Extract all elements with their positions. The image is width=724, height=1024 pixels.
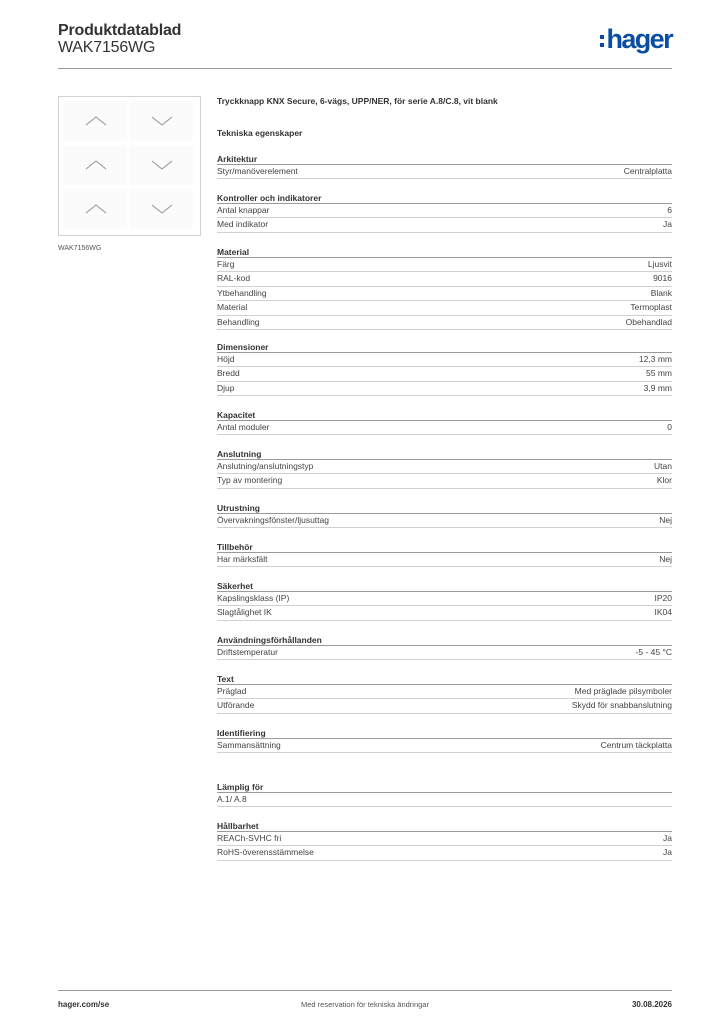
- arrow-down-icon: [151, 116, 173, 126]
- spec-label: Präglad: [217, 686, 247, 696]
- spec-row: [217, 699, 672, 713]
- spec-value: 12,3 mm: [638, 354, 672, 364]
- spec-value: Nej: [659, 515, 672, 525]
- spec-value: 9016: [653, 273, 672, 284]
- logo-colon-icon: [600, 35, 604, 47]
- spec-section: [217, 502, 672, 528]
- spec-label: RoHS-överensstämmelse: [217, 847, 314, 858]
- spec-section-title: Tillbehör: [217, 541, 672, 553]
- spec-section-title: Användningsförhållanden: [217, 634, 672, 646]
- spec-label: Antal knappar: [217, 205, 270, 215]
- spec-label: Styr/manöverelement: [217, 166, 298, 176]
- spec-label: Övervakningsfönster/ljusuttag: [217, 515, 329, 525]
- spec-section: [217, 541, 672, 567]
- spec-value: 3,9 mm: [643, 382, 672, 393]
- spec-value: 55 mm: [646, 368, 672, 379]
- document-title: Produktdatablad: [58, 22, 182, 39]
- spec-section: [217, 409, 672, 435]
- spec-row: [217, 316, 672, 330]
- footer-date: 30.08.2026: [631, 1000, 672, 1009]
- technical-properties-title: Tekniska egenskaper: [217, 128, 303, 138]
- spec-value: -5 - 45 °C: [635, 647, 672, 657]
- spec-row: [217, 553, 672, 567]
- spec-label: Slagtålighet IK: [217, 607, 272, 618]
- spec-row: [217, 353, 672, 367]
- spec-label: Höjd: [217, 354, 235, 364]
- spec-row: [217, 646, 672, 660]
- rocker-button: [64, 189, 127, 229]
- spec-value: Ljusvit: [647, 259, 672, 269]
- spec-label: RAL-kod: [217, 273, 251, 284]
- spec-row: [217, 258, 672, 272]
- spec-label: Anslutning/anslutningstyp: [217, 461, 314, 471]
- spec-label: Antal moduler: [217, 422, 270, 432]
- spec-label: Bredd: [217, 368, 240, 379]
- product-description: Tryckknapp KNX Secure, 6-vägs, UPP/NER, för serie A.8/C.8, vit blank: [217, 96, 498, 106]
- spec-section-title: Utrustning: [217, 502, 672, 514]
- spec-row: [217, 218, 672, 232]
- spec-section-title: Anslutning: [217, 448, 672, 460]
- spec-label: Material: [217, 302, 248, 313]
- spec-value: Klor: [656, 475, 672, 486]
- spec-row: [217, 474, 672, 488]
- page-header: [58, 22, 672, 69]
- spec-label: REACh-SVHC fri: [217, 833, 282, 843]
- product-code: WAK7156WG: [58, 39, 156, 56]
- spec-row: [217, 421, 672, 435]
- spec-section-title: Säkerhet: [217, 580, 672, 592]
- spec-row: [217, 204, 672, 218]
- spec-label: Har märksfält: [217, 554, 268, 564]
- spec-row: [217, 460, 672, 474]
- spec-value: Ja: [663, 833, 672, 843]
- spec-row: [217, 165, 672, 179]
- spec-value: Centralplatta: [623, 166, 672, 176]
- hager-logo: [600, 24, 672, 54]
- arrow-up-icon: [85, 204, 107, 214]
- spec-row: [217, 606, 672, 620]
- spec-section: [217, 246, 672, 330]
- spec-section-title: Lämplig för: [217, 781, 672, 793]
- spec-label: Utförande: [217, 700, 255, 711]
- spec-row: [217, 367, 672, 381]
- page-footer: [58, 990, 672, 1014]
- spec-row: [217, 301, 672, 315]
- spec-value: 0: [667, 422, 672, 432]
- spec-label: Kapslingsklass (IP): [217, 593, 290, 603]
- footer-disclaimer: Med reservation för tekniska ändringar: [301, 1000, 429, 1009]
- spec-value: Med präglade pilsymboler: [574, 686, 672, 696]
- spec-label: Färg: [217, 259, 235, 269]
- spec-section-title: Dimensioner: [217, 341, 672, 353]
- spec-value: Termoplast: [630, 302, 672, 313]
- spec-value: 6: [667, 205, 672, 215]
- spec-section-title: Arkitektur: [217, 153, 672, 165]
- rocker-button: [130, 145, 193, 185]
- spec-section: [217, 781, 672, 807]
- spec-label: Djup: [217, 382, 235, 393]
- rocker-button: [64, 145, 127, 185]
- spec-row: [217, 382, 672, 396]
- spec-row: [217, 793, 672, 807]
- spec-row: [217, 685, 672, 699]
- spec-section-title: Text: [217, 673, 672, 685]
- spec-label: Sammansättning: [217, 740, 281, 750]
- spec-row: [217, 832, 672, 846]
- spec-label: A.1/ A.8: [217, 794, 247, 804]
- spec-section: [217, 448, 672, 489]
- arrow-down-icon: [151, 204, 173, 214]
- spec-section-title: Identifiering: [217, 727, 672, 739]
- spec-value: Centrum täckplatta: [600, 740, 672, 750]
- spec-label: Behandling: [217, 316, 260, 327]
- rocker-button: [64, 101, 127, 141]
- spec-value: Skydd för snabbanslutning: [571, 700, 672, 711]
- spec-value: Nej: [659, 554, 672, 564]
- spec-section: [217, 673, 672, 714]
- spec-section: [217, 820, 672, 861]
- spec-label: Ytbehandling: [217, 287, 267, 298]
- spec-value: IP20: [654, 593, 672, 603]
- spec-value: Obehandlad: [625, 316, 672, 327]
- product-image-caption: WAK7156WG: [58, 245, 102, 252]
- spec-section: [217, 580, 672, 621]
- spec-value: Utan: [654, 461, 672, 471]
- spec-value: Ja: [663, 847, 672, 858]
- logo-text: hager: [606, 24, 672, 54]
- spec-section: [217, 634, 672, 660]
- arrow-up-icon: [85, 160, 107, 170]
- arrow-down-icon: [151, 160, 173, 170]
- arrow-up-icon: [85, 116, 107, 126]
- spec-row: [217, 272, 672, 286]
- spec-section: [217, 192, 672, 233]
- product-image: [58, 96, 201, 236]
- spec-row: [217, 846, 672, 860]
- spec-section-title: Hållbarhet: [217, 820, 672, 832]
- spec-section: [217, 153, 672, 179]
- rocker-button: [130, 101, 193, 141]
- spec-label: Typ av montering: [217, 475, 283, 486]
- spec-section-title: Material: [217, 246, 672, 258]
- spec-row: [217, 592, 672, 606]
- spec-row: [217, 514, 672, 528]
- footer-website: hager.com/se: [58, 1000, 110, 1009]
- spec-section-title: Kontroller och indikatorer: [217, 192, 672, 204]
- spec-row: [217, 287, 672, 301]
- spec-row: [217, 739, 672, 753]
- spec-value: IK04: [654, 607, 672, 618]
- spec-label: Med indikator: [217, 219, 269, 230]
- spec-value: Ja: [663, 219, 672, 230]
- rocker-button: [130, 189, 193, 229]
- spec-section-title: Kapacitet: [217, 409, 672, 421]
- spec-section: [217, 727, 672, 753]
- spec-label: Driftstemperatur: [217, 647, 278, 657]
- spec-value: Blank: [650, 287, 672, 298]
- spec-section: [217, 341, 672, 396]
